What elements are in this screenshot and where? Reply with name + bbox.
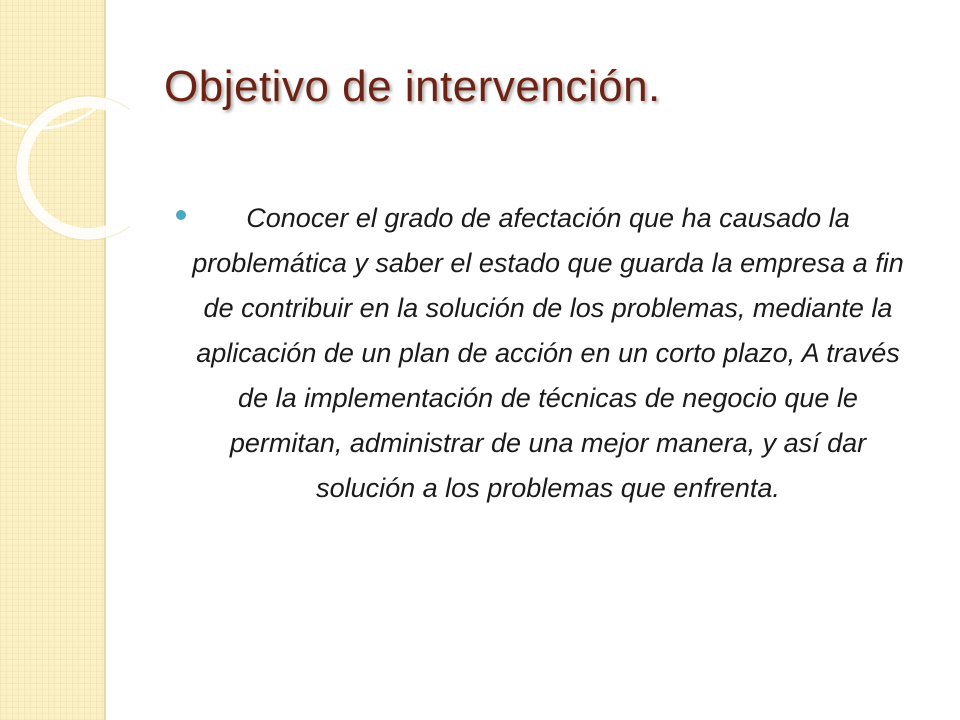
slide-title: Objetivo de intervención. bbox=[164, 62, 661, 111]
decorative-ring-outline bbox=[16, 96, 130, 240]
bullet-text: Conocer el grado de afectación que ha causado la problemática y saber el estado que guarda la empresa a fin de contribuir en la solución de los problemas, mediante la aplicación de un plan de acción en un corto plazo, A través de la implementación de técnicas de negocio que le permitan, administrar de una mejor manera, y así dar solución a los problemas que enfrenta. bbox=[192, 203, 904, 503]
decorative-rings bbox=[0, 0, 130, 260]
bullet-list bbox=[176, 196, 906, 511]
list-item bbox=[176, 196, 906, 511]
bullet-dot-icon bbox=[176, 210, 186, 220]
